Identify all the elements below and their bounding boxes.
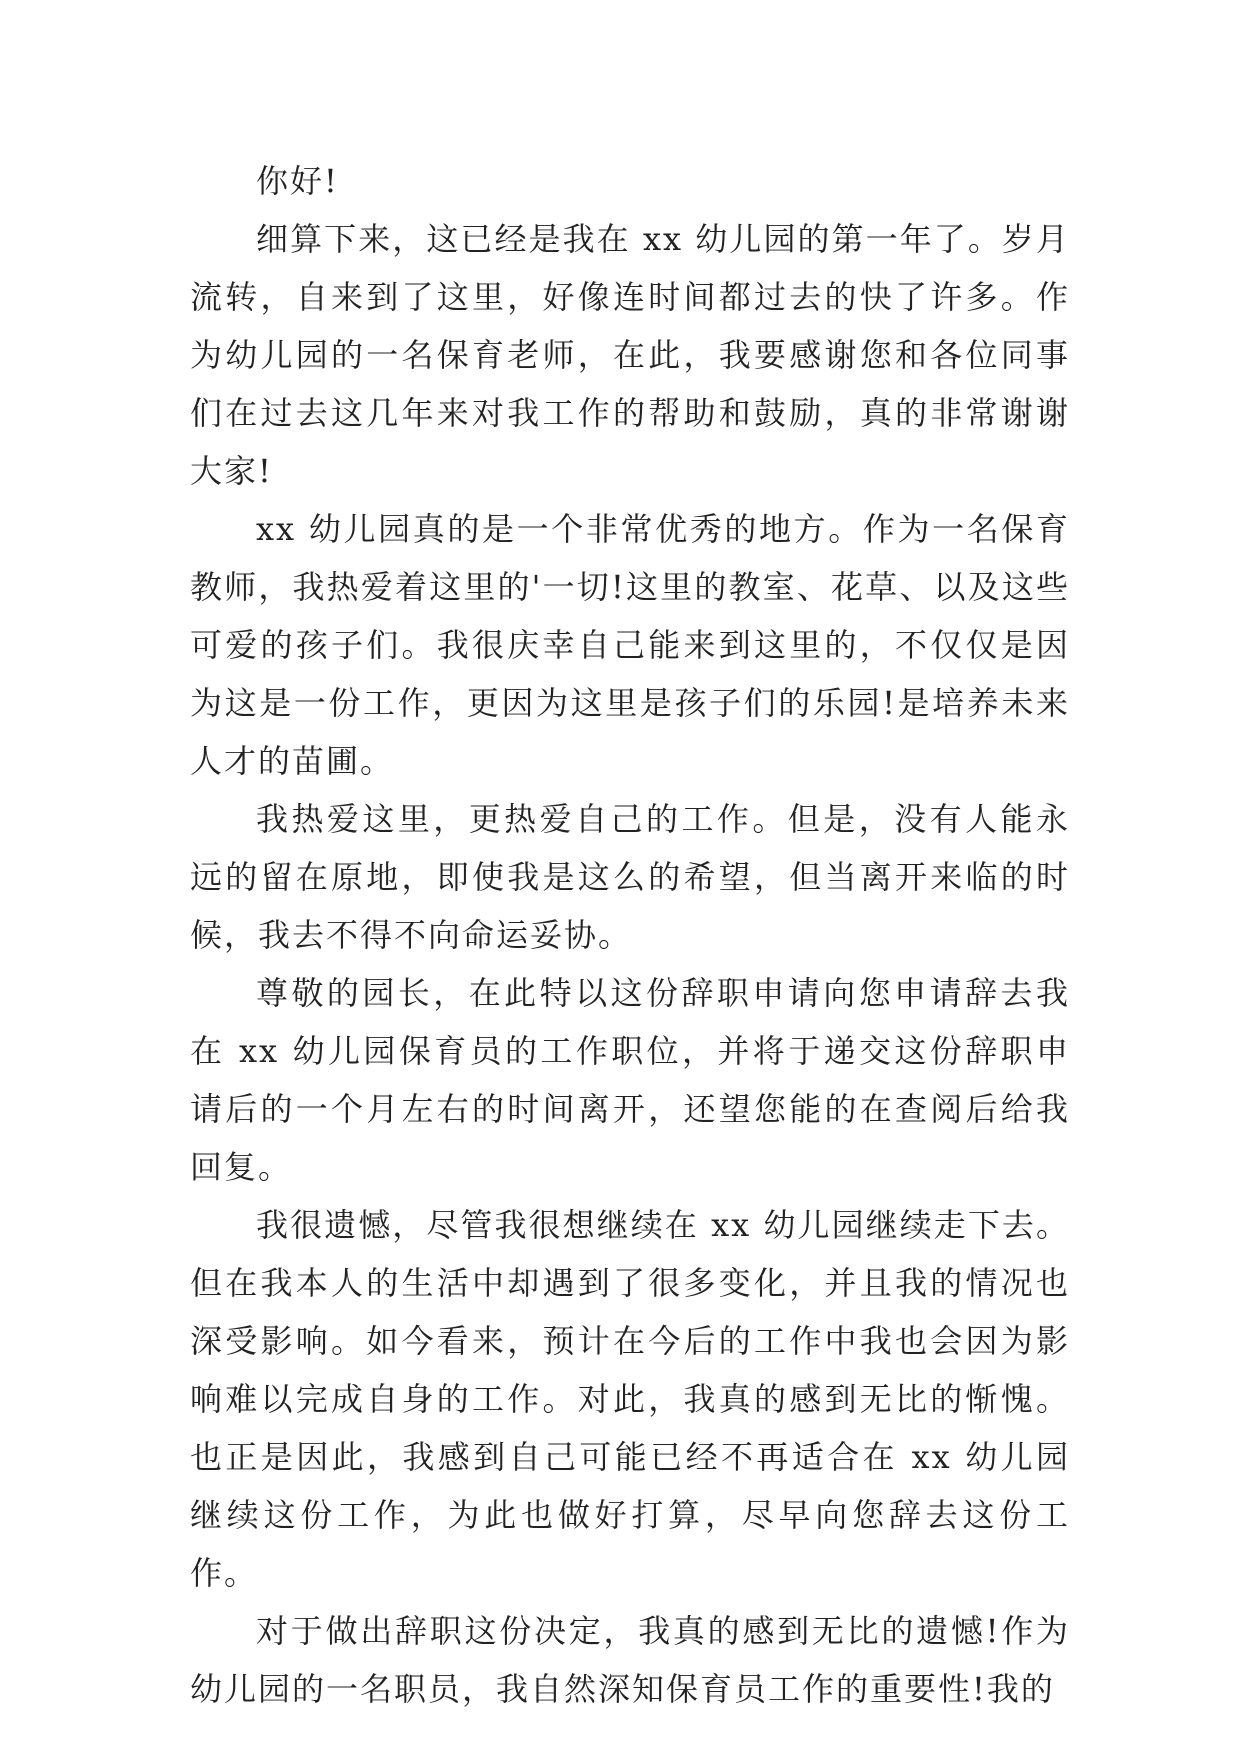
paragraph-1: 细算下来，这已经是我在 xx 幼儿园的第一年了。岁月流转，自来到了这里，好像连时间都过去的快了许多。作为幼儿园的一名保育老师，在此，我要感谢您和各位同事们在过去这几年来对我工作的帮助和鼓励，真的非常谢谢大家! — [190, 220, 1070, 490]
paragraph-4: 尊敬的园长，在此特以这份辞职申请向您申请辞去我在 xx 幼儿园保育员的工作职位，并将于递交这份辞职申请后的一个月左右的时间离开，还望您能的在查阅后给我回复。 — [190, 974, 1070, 1186]
paragraph-6: 对于做出辞职这份决定，我真的感到无比的遗憾!作为幼儿园的一名职员，我自然深知保育员工作的重要性!我的 — [190, 1612, 1070, 1708]
paragraph-5: 我很遗憾，尽管我很想继续在 xx 幼儿园继续走下去。但在我本人的生活中却遇到了很多变化，并且我的情况也深受影响。如今看来，预计在今后的工作中我也会因为影响难以完成自身的工作。对此，我真的感到无比的惭愧。也正是因此，我感到自己可能已经不再适合在 xx 幼儿园继续这份工作，为此也做好打算，尽早向您辞去这份工作。 — [190, 1206, 1070, 1592]
paragraph-3: 我热爱这里，更热爱自己的工作。但是，没有人能永远的留在原地，即使我是这么的希望，但当离开来临的时候，我去不得不向命运妥协。 — [190, 800, 1070, 954]
paragraph-greeting: 你好! — [256, 162, 339, 200]
paragraph-2: xx 幼儿园真的是一个非常优秀的地方。作为一名保育教师，我热爱着这里的'一切!这里的教室、花草、以及这些可爱的孩子们。我很庆幸自己能来到这里的，不仅仅是因为这是一份工作，更因为这里是孩子们的乐园!是培养未来人才的苗圃。 — [190, 510, 1070, 780]
document-body — [190, 152, 1070, 1718]
